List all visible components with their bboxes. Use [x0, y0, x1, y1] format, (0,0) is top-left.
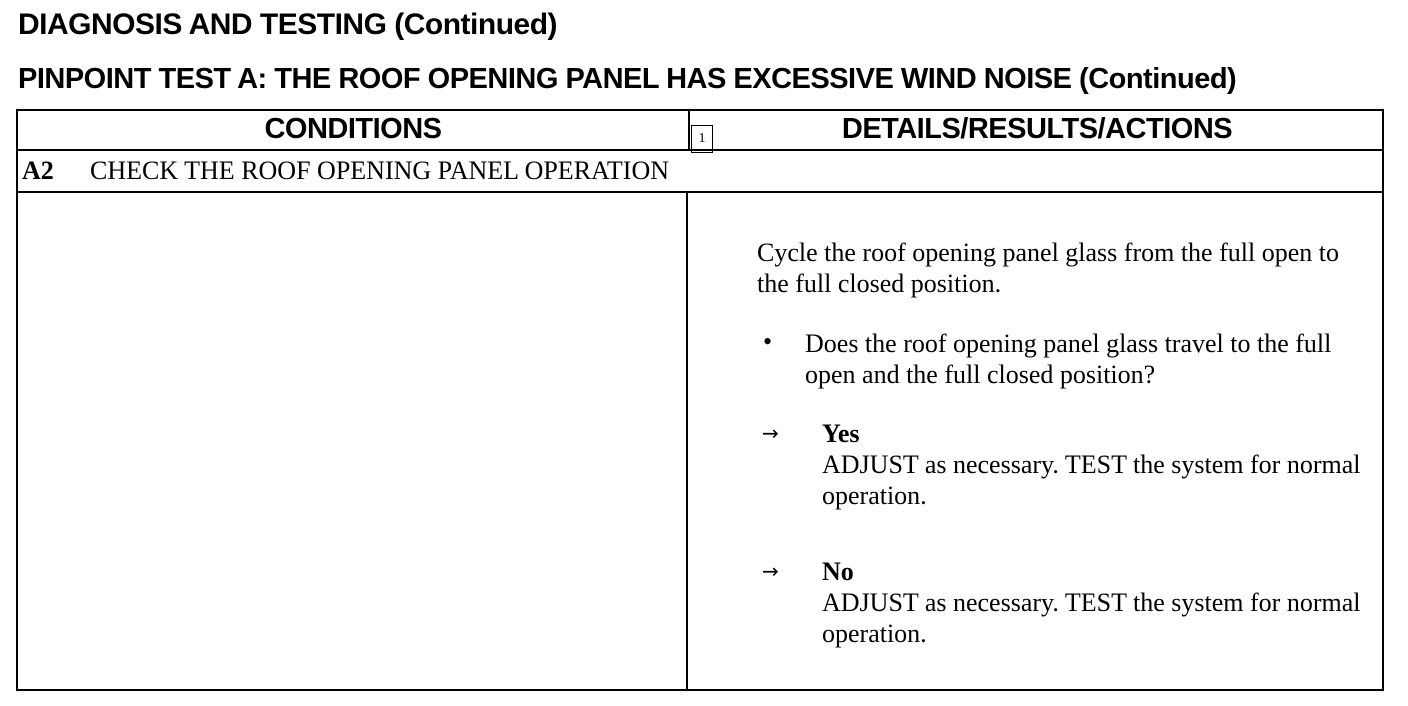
- answer-yes-label: Yes: [822, 419, 860, 448]
- bullet-marker: •: [763, 327, 773, 356]
- answer-no-action: ADJUST as necessary. TEST the system for normal operation.: [822, 588, 1361, 648]
- answer-yes: [822, 418, 1372, 511]
- arrow-icon: →: [762, 421, 779, 445]
- page-title: DIAGNOSIS AND TESTING (Continued): [18, 8, 558, 41]
- question-text: Does the roof opening panel glass travel to the full open and the full closed position?: [805, 329, 1332, 389]
- step-title: CHECK THE ROOF OPENING PANEL OPERATION: [90, 156, 670, 185]
- answer-yes-action: ADJUST as necessary. TEST the system for normal operation.: [822, 450, 1361, 510]
- details-column-header: DETAILS/RESULTS/ACTIONS: [841, 113, 1233, 145]
- body-column-divider: [686, 193, 688, 689]
- header-column-divider: [688, 111, 690, 149]
- instruction-text: Cycle the roof opening panel glass from the full open to the full closed position.: [757, 238, 1339, 298]
- test-title: PINPOINT TEST A: THE ROOF OPENING PANEL HAS EXCESSIVE WIND NOISE (Continued): [18, 63, 1237, 95]
- step-number-box: 1: [691, 125, 713, 153]
- arrow-icon: →: [762, 559, 779, 583]
- step-divider: [18, 191, 1382, 193]
- answer-no-label: No: [822, 557, 854, 586]
- answer-no: [822, 556, 1372, 649]
- step-row: [22, 156, 669, 186]
- step-code: A2: [22, 156, 54, 185]
- conditions-column-header: CONDITIONS: [264, 113, 442, 145]
